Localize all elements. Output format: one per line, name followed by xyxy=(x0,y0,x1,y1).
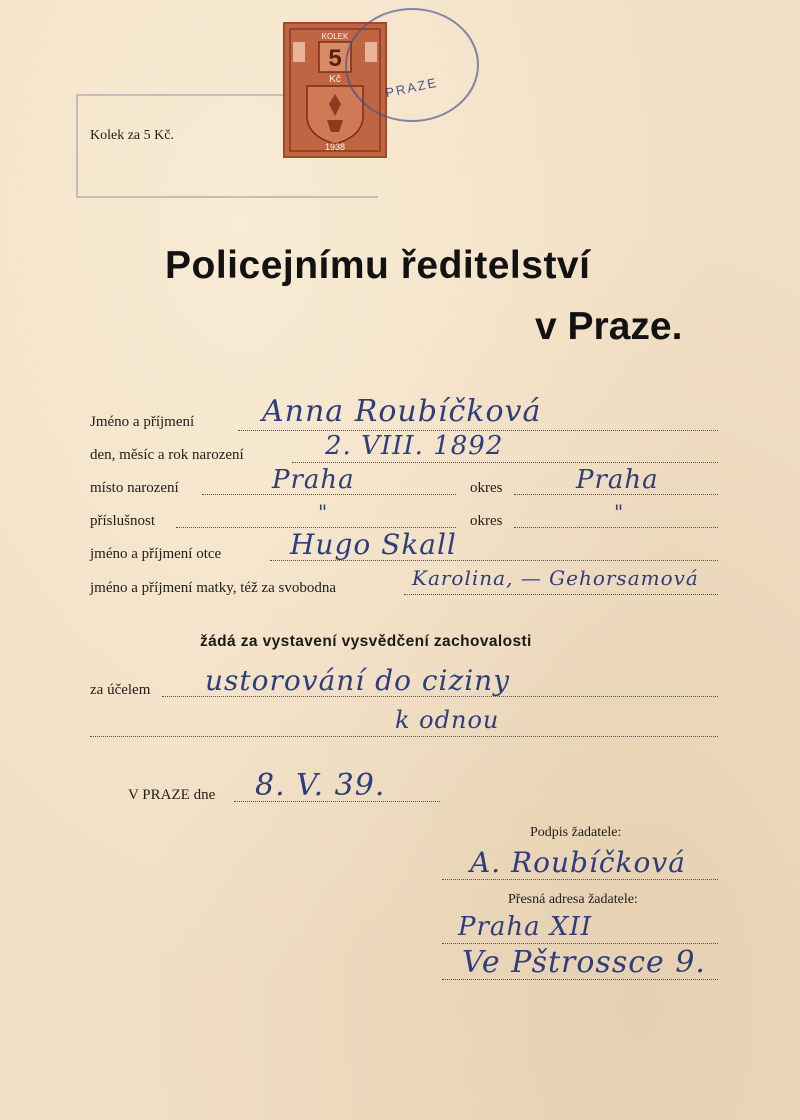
father-label: jméno a příjmení otce xyxy=(90,546,222,562)
request-text: žádá za vystavení vysvědčení zachovalosti xyxy=(200,633,532,650)
district-value-1: Praha xyxy=(576,465,659,495)
date-value: 8. V. 39. xyxy=(255,768,386,803)
postmark-text: PRAZE xyxy=(384,74,440,101)
postmark-circle xyxy=(345,8,479,122)
district-line-2 xyxy=(514,527,718,528)
district-label-2: okres xyxy=(470,513,503,529)
page-title: Policejnímu ředitelství xyxy=(165,244,591,287)
name-label: Jméno a příjmení xyxy=(90,414,195,430)
citizenship-label: příslušnost xyxy=(90,513,156,529)
address-label: Přesná adresa žadatele: xyxy=(508,892,638,907)
birthdate-line xyxy=(292,462,718,463)
address-line-1 xyxy=(442,943,718,944)
address-value-2: Ve Pštrossce 9. xyxy=(462,945,706,980)
birthdate-value: 2. VIII. 1892 xyxy=(325,431,504,461)
purpose-line-2 xyxy=(90,736,718,737)
kolek-note: Kolek za 5 Kč. xyxy=(90,128,174,143)
birthdate-label: den, měsíc a rok narození xyxy=(90,447,244,463)
purpose-value-2: k odnou xyxy=(395,706,500,734)
address-value-1: Praha XII xyxy=(458,912,592,942)
place-date-label: V PRAZE dne xyxy=(128,787,216,803)
mother-line xyxy=(404,594,718,595)
birthplace-label: místo narození xyxy=(90,480,179,496)
purpose-label: za účelem xyxy=(90,682,151,698)
stamp-year: 1938 xyxy=(324,142,346,152)
district-value-2: " xyxy=(614,500,625,524)
mother-value: Karolina, — Gehorsamová xyxy=(412,566,699,590)
signature-value: A. Roubíčková xyxy=(470,846,686,879)
page-title-city: v Praze. xyxy=(535,305,683,348)
signature-label: Podpis žadatele: xyxy=(530,825,622,840)
mother-label: jméno a příjmení matky, též za svobodna xyxy=(90,580,337,596)
citizenship-value: " xyxy=(318,500,329,524)
district-label-1: okres xyxy=(470,480,503,496)
stamp-currency: Kč xyxy=(329,74,341,85)
father-value: Hugo Skall xyxy=(290,528,457,561)
name-value: Anna Roubíčková xyxy=(262,394,542,429)
purpose-value-1: ustorování do ciziny xyxy=(205,664,511,697)
stamp-value: 5 xyxy=(328,45,342,72)
signature-line xyxy=(442,879,718,880)
stamp-top-text: KOLEK xyxy=(321,32,349,41)
birthplace-value: Praha xyxy=(272,465,355,495)
